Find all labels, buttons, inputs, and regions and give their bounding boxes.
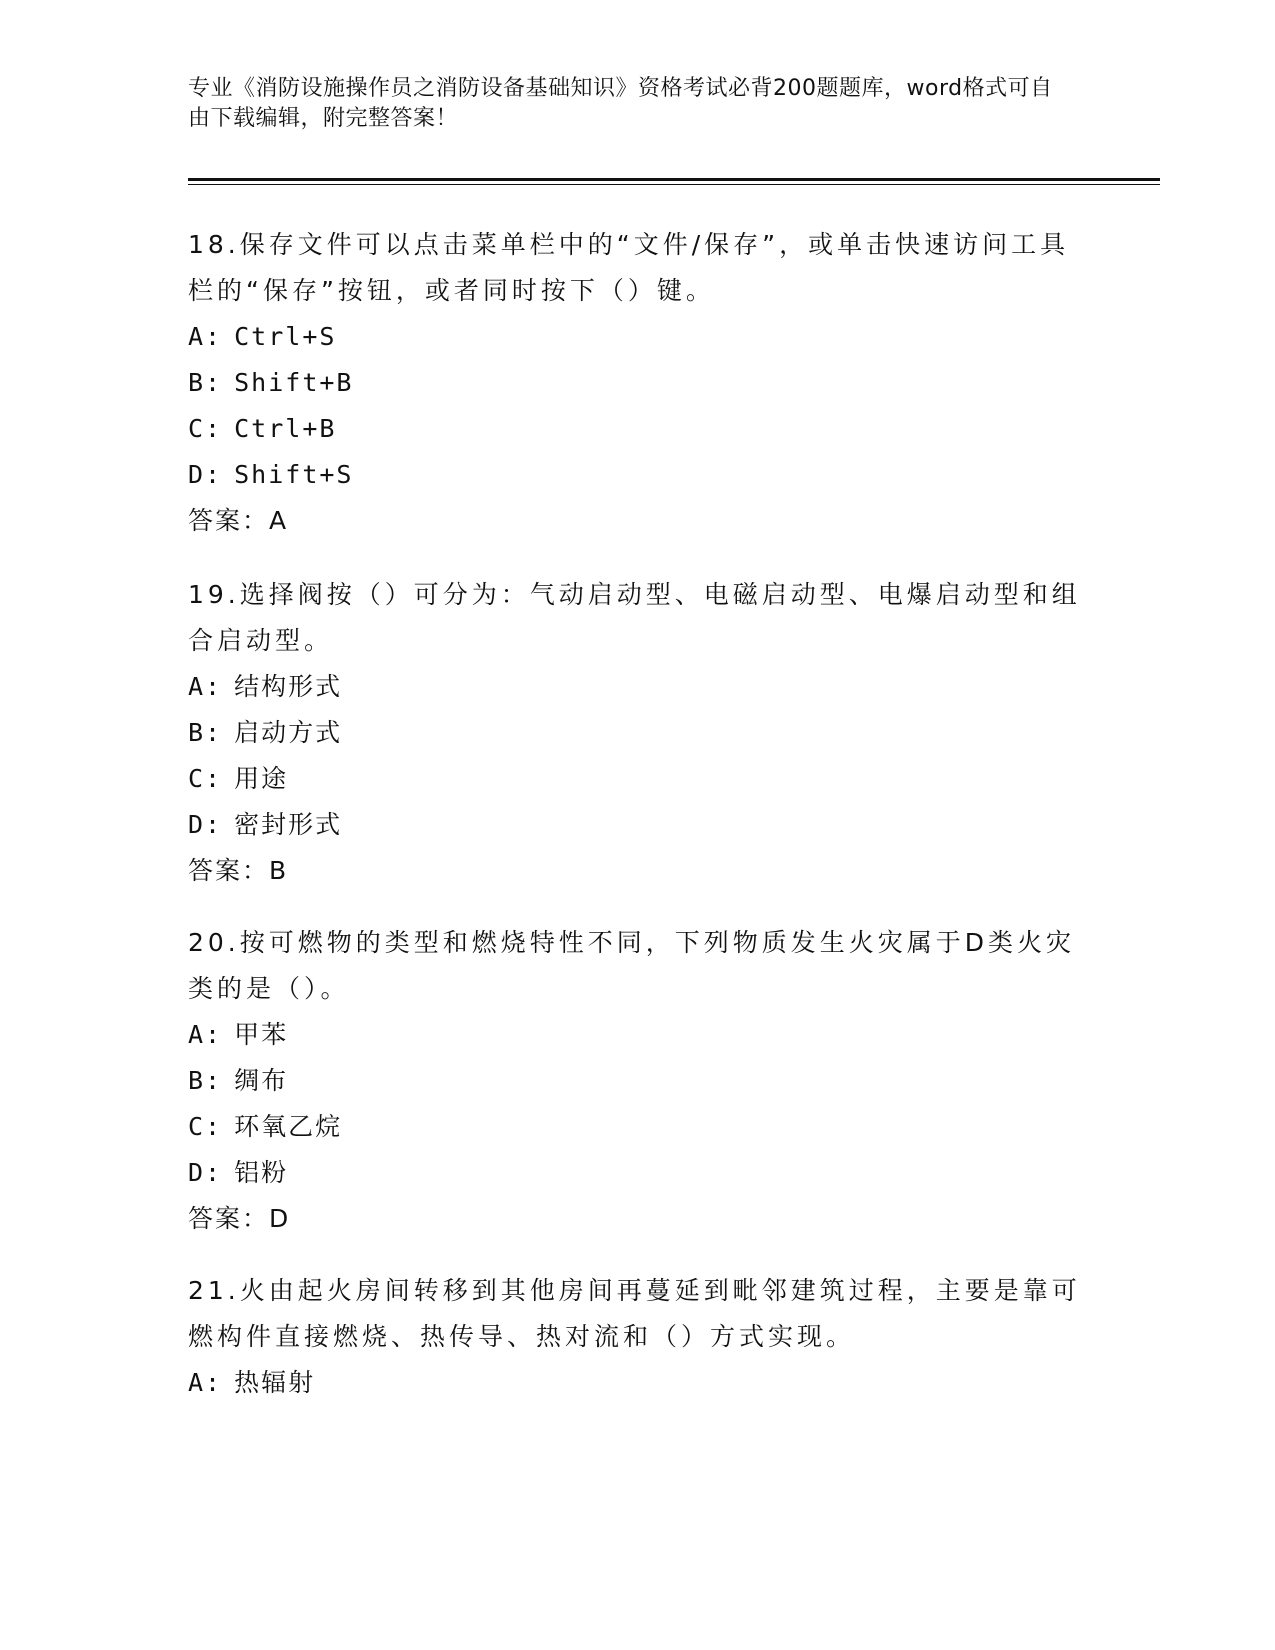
option-b [188, 1058, 1088, 1104]
option-c [188, 406, 1088, 452]
option-d [188, 802, 1088, 848]
question-18 [188, 222, 1088, 544]
option-a [188, 1360, 1088, 1406]
option-key: C: [188, 764, 223, 793]
question-text: 按可燃物的类型和燃烧特性不同，下列物质发生火灾属于D类火灾类的是（）。 [188, 928, 1076, 1003]
option-key: D: [188, 460, 223, 489]
header-divider-thin [188, 184, 1160, 185]
option-key: C: [188, 1112, 223, 1141]
option-key: A: [188, 1368, 223, 1397]
option-a [188, 664, 1088, 710]
option-value: 铝粉 [234, 1158, 289, 1187]
option-value: Ctrl+S [234, 322, 337, 351]
question-19 [188, 572, 1088, 894]
option-key: B: [188, 1066, 223, 1095]
option-value: 结构形式 [234, 672, 343, 701]
question-number: 18. [188, 230, 240, 259]
header-divider-thick [188, 178, 1160, 181]
option-d [188, 1150, 1088, 1196]
question-stem [188, 572, 1088, 664]
option-a [188, 1012, 1088, 1058]
option-value: 用途 [234, 764, 289, 793]
answer-label: 答案： [188, 856, 270, 885]
question-number: 19. [188, 580, 240, 609]
option-value: 绸布 [234, 1066, 289, 1095]
option-value: 环氧乙烷 [234, 1112, 343, 1141]
answer-value: B [269, 856, 287, 885]
option-a [188, 314, 1088, 360]
option-c [188, 756, 1088, 802]
option-b [188, 710, 1088, 756]
option-key: C: [188, 414, 223, 443]
question-21 [188, 1268, 1088, 1406]
question-number: 21. [188, 1276, 240, 1305]
option-value: Shift+S [234, 460, 354, 489]
question-text: 火由起火房间转移到其他房间再蔓延到毗邻建筑过程，主要是靠可燃构件直接燃烧、热传导、热对流和（）方式实现。 [188, 1276, 1081, 1351]
option-key: A: [188, 672, 223, 701]
option-key: A: [188, 322, 223, 351]
answer-label: 答案： [188, 506, 270, 535]
answer-value: D [269, 1204, 289, 1233]
option-key: D: [188, 1158, 223, 1187]
answer-line [188, 848, 1088, 894]
question-stem [188, 1268, 1088, 1360]
option-b [188, 360, 1088, 406]
option-key: B: [188, 368, 223, 397]
answer-value: A [269, 506, 287, 535]
question-text: 选择阀按（）可分为：气动启动型、电磁启动型、电爆启动型和组合启动型。 [188, 580, 1081, 655]
option-value: Ctrl+B [234, 414, 337, 443]
header-intro-text: 专业《消防设施操作员之消防设备基础知识》资格考试必背200题题库，word格式可自由下载编辑，附完整答案！ [188, 76, 1053, 131]
option-value: 甲苯 [234, 1020, 289, 1049]
question-stem [188, 920, 1088, 1012]
question-stem [188, 222, 1088, 314]
answer-line [188, 1196, 1088, 1242]
document-header [188, 74, 1068, 134]
option-d [188, 452, 1088, 498]
option-key: B: [188, 718, 223, 747]
option-key: A: [188, 1020, 223, 1049]
option-value: 密封形式 [234, 810, 343, 839]
answer-label: 答案： [188, 1204, 270, 1233]
option-key: D: [188, 810, 223, 839]
question-number: 20. [188, 928, 240, 957]
question-text: 保存文件可以点击菜单栏中的“文件/保存”，或单击快速访问工具栏的“保存”按钮，或者同时按下（）键。 [188, 230, 1070, 305]
answer-line [188, 498, 1088, 544]
option-value: Shift+B [234, 368, 354, 397]
option-value: 启动方式 [234, 718, 343, 747]
question-20 [188, 920, 1088, 1242]
option-value: 热辐射 [234, 1368, 316, 1397]
option-c [188, 1104, 1088, 1150]
